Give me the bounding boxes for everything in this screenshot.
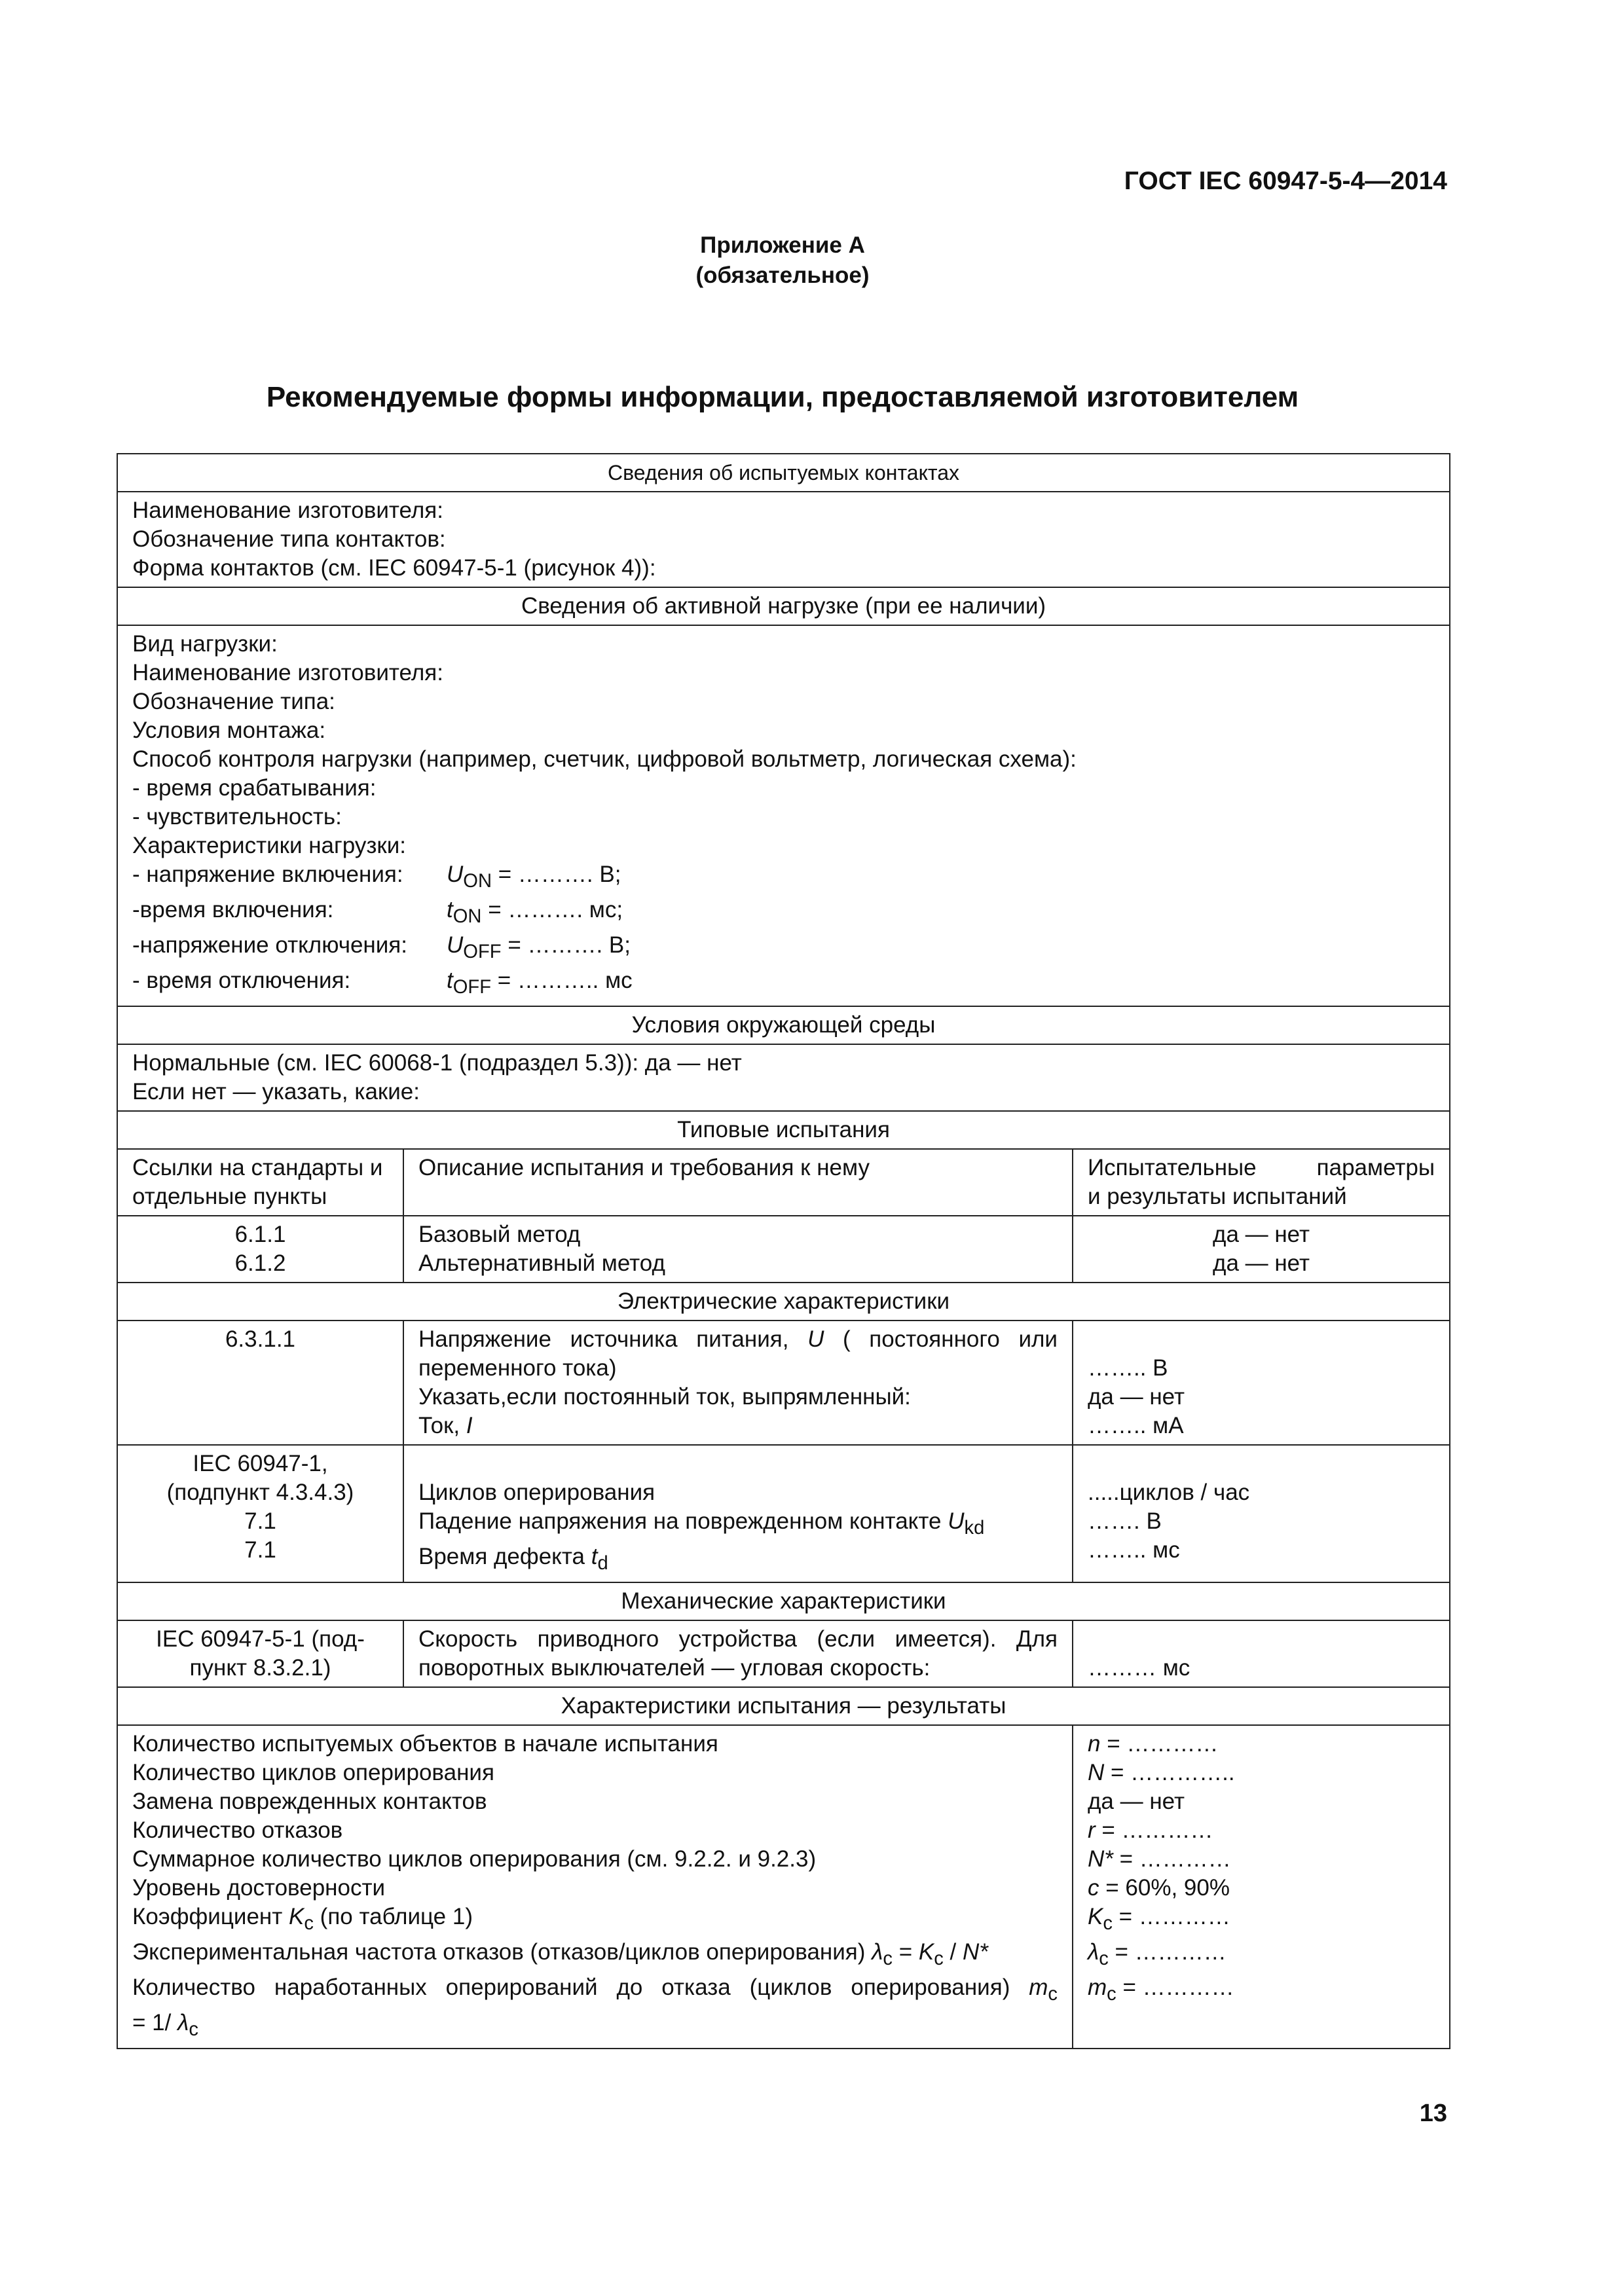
desc-symbol: U <box>948 1508 965 1534</box>
ref-item: IEC 60947-5-1 (под- <box>156 1626 365 1652</box>
value-cell <box>1073 1620 1450 1687</box>
section-header-row <box>117 454 1450 492</box>
param-value: = ………. мс; <box>481 897 623 922</box>
desc-cell <box>403 1216 1073 1283</box>
result-text: Экспериментальная частота отказов (отказов/циклов оперирования) <box>132 1939 872 1965</box>
desc-cell: Скорость приводного устройства (если имеется). Для поворотных выключателей — угловая скорость: <box>403 1620 1073 1687</box>
param-symbol: t <box>447 968 453 993</box>
value-symbol: K <box>1088 1904 1103 1929</box>
result-text: Коэффициент <box>132 1904 289 1929</box>
value-text: = ………… <box>1112 1904 1230 1929</box>
results-values-cell <box>1073 1725 1450 2049</box>
value-text: да — нет <box>1088 1789 1185 1814</box>
ref-cell <box>117 1445 403 1582</box>
desc-cell <box>403 1321 1073 1445</box>
section-body-row <box>117 625 1450 1006</box>
column-header-desc: Описание испытания и требования к нему <box>403 1149 1073 1216</box>
load-param-label: -напряжение отключения: <box>132 932 407 958</box>
value-item: да — нет <box>1213 1250 1310 1276</box>
annex-title: Приложение А <box>700 232 865 258</box>
page-number: 13 <box>1419 2100 1447 2127</box>
param-symbol: U <box>447 862 464 887</box>
desc-subscript: kd <box>964 1518 985 1539</box>
param-subscript: ON <box>452 906 482 927</box>
environment-info <box>117 1044 1450 1111</box>
value-subscript: c <box>1107 1984 1116 2005</box>
result-item: Количество испытуемых объектов в начале испытания <box>132 1731 718 1757</box>
ref-item: (подпункт 4.3.4.3) <box>166 1480 354 1505</box>
value-symbol: N* <box>1088 1846 1113 1872</box>
value-symbol: r <box>1088 1817 1096 1843</box>
ref-cell: 6.3.1.1 <box>117 1321 403 1445</box>
param-value: = ……….. мс <box>491 968 633 993</box>
param-subscript: ON <box>463 871 492 892</box>
result-item: Количество отказов <box>132 1817 343 1843</box>
annex-type: (обязательное) <box>695 263 870 288</box>
column-header-params-line2: и результаты испытаний <box>1088 1184 1347 1209</box>
result-value <box>1088 1938 1435 1973</box>
value-subscript: c <box>1103 1913 1113 1934</box>
result-subscript: c <box>304 1913 314 1934</box>
page-title: Рекомендуемые формы информации, предоставляемой изготовителем <box>266 381 1299 413</box>
result-value <box>1088 1758 1435 1787</box>
result-symbol: N* <box>962 1939 988 1965</box>
ref-item: 7.1 <box>244 1537 276 1563</box>
result-subscript: c <box>934 1948 944 1969</box>
ref-item: пункт 8.3.2.1) <box>189 1655 331 1681</box>
load-param-label: - напряжение включения: <box>132 862 403 887</box>
spacer <box>1088 1325 1435 1354</box>
ref-cell <box>117 1620 403 1687</box>
result-symbol: m <box>1029 1975 1048 2000</box>
value-subscript: c <box>1099 1948 1109 1969</box>
section-heading-environment: Условия окружающей среды <box>117 1006 1450 1044</box>
desc-text: Напряжение источника питания, <box>418 1326 808 1352</box>
result-text: = <box>892 1939 919 1965</box>
table-row <box>117 1725 1450 2049</box>
section-header-row <box>117 1283 1450 1321</box>
result-subscript: c <box>189 2019 198 2040</box>
form-line: Условия монтажа: <box>132 718 326 743</box>
value-item: …….. мс <box>1088 1537 1180 1563</box>
spacer <box>1088 1625 1435 1654</box>
desc-item <box>418 1325 1058 1383</box>
value-text: = 60%, 90% <box>1099 1875 1230 1901</box>
desc-symbol: I <box>466 1413 473 1438</box>
param-symbol: U <box>447 932 464 958</box>
load-info <box>117 625 1450 1006</box>
spacer <box>1088 1449 1435 1478</box>
result-item <box>132 1973 1058 2009</box>
standard-code: ГОСТ IEC 60947-5-4—2014 <box>1124 167 1447 195</box>
param-subscript: OFF <box>452 977 492 998</box>
section-body-row <box>117 1044 1450 1111</box>
form-line: Характеристики нагрузки: <box>132 833 407 858</box>
param-value: = ………. В; <box>492 862 621 887</box>
contacts-info <box>117 492 1450 587</box>
desc-text: Время дефекта <box>418 1544 591 1569</box>
result-value <box>1088 1903 1435 1938</box>
ref-item: IEC 60947-1, <box>193 1451 328 1476</box>
result-item: Уровень достоверности <box>132 1875 386 1901</box>
load-param-line <box>132 966 1435 1002</box>
section-heading-contacts: Сведения об испытуемых контактах <box>117 454 1450 492</box>
result-subscript: c <box>1048 1984 1058 2005</box>
desc-text: ( постоянного или переменного тока) <box>418 1326 1058 1381</box>
form-line: Наименование изготовителя: <box>132 498 443 523</box>
value-item: ……. В <box>1088 1508 1162 1534</box>
value-symbol: n <box>1088 1731 1101 1757</box>
form-line: Нормальные (см. IEC 60068-1 (подраздел 5.3)): да — нет <box>132 1050 742 1076</box>
ref-item: 6.1.2 <box>234 1250 286 1276</box>
section-heading-load: Сведения об активной нагрузке (при ее наличии) <box>117 587 1450 625</box>
desc-item: Циклов оперирования <box>418 1480 655 1505</box>
result-item: Количество циклов оперирования <box>132 1760 494 1785</box>
info-form-table <box>117 453 1450 2049</box>
value-symbol: N <box>1088 1760 1105 1785</box>
param-subscript: OFF <box>463 941 502 962</box>
value-item: да — нет <box>1213 1222 1310 1247</box>
form-line: Способ контроля нагрузки (например, счетчик, цифровой вольтметр, логическая схема): <box>132 746 1077 772</box>
section-header-row <box>117 587 1450 625</box>
value-item: …….. мА <box>1088 1413 1184 1438</box>
result-text: = 1/ <box>132 2010 178 2035</box>
desc-cell <box>403 1445 1073 1582</box>
form-line: Если нет — указать, какие: <box>132 1079 420 1104</box>
section-header-row <box>117 1582 1450 1620</box>
result-item: Замена поврежденных контактов <box>132 1789 487 1814</box>
param-symbol: t <box>447 897 453 922</box>
section-header-row <box>117 1111 1450 1149</box>
value-item: …….. В <box>1088 1355 1168 1381</box>
result-value <box>1088 1816 1435 1845</box>
desc-symbol: U <box>807 1326 824 1352</box>
form-line: Наименование изготовителя: <box>132 660 443 685</box>
desc-item <box>418 1412 1058 1440</box>
section-heading-mechanical: Механические характеристики <box>117 1582 1450 1620</box>
desc-symbol: t <box>591 1544 598 1569</box>
value-item: .....циклов / час <box>1088 1480 1250 1505</box>
section-body-row <box>117 492 1450 587</box>
load-param-label: - время отключения: <box>132 968 351 993</box>
section-heading-results: Характеристики испытания — результаты <box>117 1687 1450 1725</box>
result-item <box>132 1903 1058 1938</box>
annex-heading <box>0 230 1565 291</box>
value-item: да — нет <box>1088 1384 1185 1410</box>
value-cell <box>1073 1216 1450 1283</box>
desc-subscript: d <box>597 1553 608 1574</box>
desc-item: Альтернативный метод <box>418 1250 665 1276</box>
table-row <box>117 1321 1450 1445</box>
table-row <box>117 1216 1450 1283</box>
column-header-refs: Ссылки на стандарты и отдельные пункты <box>117 1149 403 1216</box>
ref-cell <box>117 1216 403 1283</box>
value-text: = ………… <box>1100 1731 1219 1757</box>
section-header-row <box>117 1006 1450 1044</box>
result-value <box>1088 1845 1435 1874</box>
value-item: ……… мс <box>1088 1655 1190 1681</box>
desc-item <box>418 1542 1058 1578</box>
column-header-row <box>117 1149 1450 1216</box>
value-symbol: m <box>1088 1975 1107 2000</box>
result-symbol: λ <box>872 1939 883 1965</box>
param-value: = ………. В; <box>501 932 631 958</box>
result-symbol: K <box>289 1904 304 1929</box>
form-line: Форма контактов (см. IEC 60947-5-1 (рисунок 4)): <box>132 555 656 581</box>
section-heading-type-tests: Типовые испытания <box>117 1111 1450 1149</box>
value-symbol: c <box>1088 1875 1099 1901</box>
result-item <box>132 1938 1058 1973</box>
form-line: - время срабатывания: <box>132 775 377 801</box>
load-param-line <box>132 860 1435 896</box>
desc-item: Базовый метод <box>418 1222 581 1247</box>
result-value <box>1088 1973 1435 2009</box>
result-value <box>1088 1874 1435 1903</box>
load-param-line <box>132 896 1435 931</box>
value-symbol: λ <box>1088 1939 1099 1965</box>
form-line: Обозначение типа: <box>132 689 335 714</box>
load-param-label: -время включения: <box>132 897 334 922</box>
load-param-line <box>132 931 1435 966</box>
column-header-params-line1: Испытательные параметры <box>1088 1155 1435 1180</box>
section-heading-electrical: Электрические характеристики <box>117 1283 1450 1321</box>
value-text: = ………… <box>1116 1975 1234 2000</box>
desc-text: Падение напряжения на поврежденном контакте <box>418 1508 948 1534</box>
desc-item: Указать,если постоянный ток, выпрямленный: <box>418 1384 911 1410</box>
ref-item: 7.1 <box>244 1508 276 1534</box>
value-text: = ………….. <box>1104 1760 1235 1785</box>
value-cell <box>1073 1321 1450 1445</box>
form-line: Вид нагрузки: <box>132 631 278 657</box>
result-symbol: K <box>918 1939 934 1965</box>
section-header-row <box>117 1687 1450 1725</box>
result-text: (по таблице 1) <box>313 1904 473 1929</box>
spacer <box>418 1449 1058 1478</box>
value-text: = ………… <box>1095 1817 1213 1843</box>
result-value <box>1088 1730 1435 1758</box>
column-header-params <box>1073 1149 1450 1216</box>
result-value <box>1088 1787 1435 1816</box>
value-text: = ………… <box>1108 1939 1227 1965</box>
results-items-cell <box>117 1725 1073 2049</box>
ref-item: 6.1.1 <box>234 1222 286 1247</box>
result-text: Количество наработанных оперирований до отказа (циклов оперирования) <box>132 1975 1029 2000</box>
result-item: Суммарное количество циклов оперирования (см. 9.2.2. и 9.2.3) <box>132 1846 817 1872</box>
result-item <box>132 2009 1058 2044</box>
desc-text: Ток, <box>418 1413 466 1438</box>
desc-item <box>418 1507 1058 1542</box>
result-symbol: λ <box>177 2010 189 2035</box>
table-row <box>117 1445 1450 1582</box>
value-cell <box>1073 1445 1450 1582</box>
form-line: - чувствительность: <box>132 804 342 829</box>
result-text: / <box>943 1939 963 1965</box>
value-text: = ………… <box>1113 1846 1231 1872</box>
form-line: Обозначение типа контактов: <box>132 526 446 552</box>
table-row <box>117 1620 1450 1687</box>
result-subscript: c <box>883 1948 893 1969</box>
